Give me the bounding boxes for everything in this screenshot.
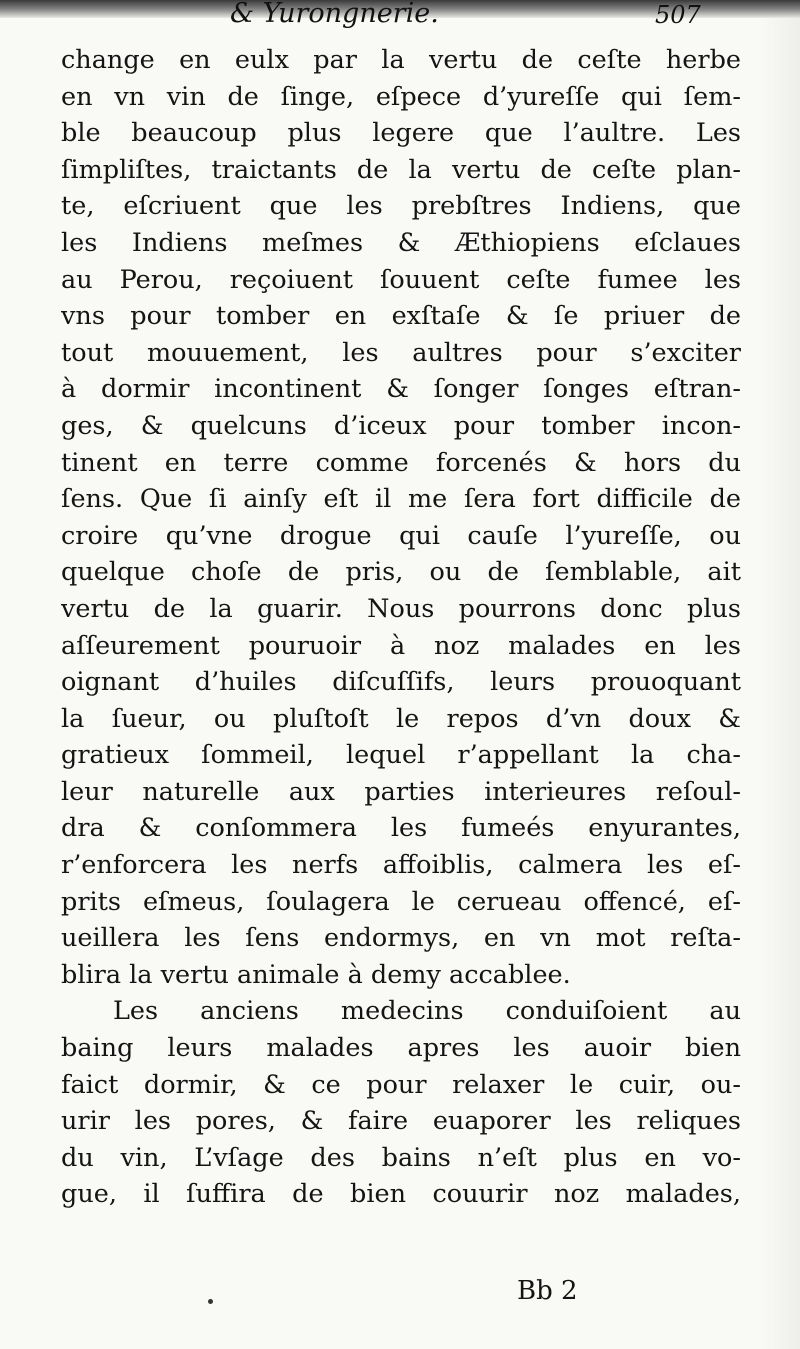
text-line: leur naturelle aux parties interieures reſoul- bbox=[61, 776, 741, 807]
text-line: quelque choſe de pris, ou de ſemblable, ait bbox=[61, 557, 741, 588]
text-line: baing leurs malades apres les auoir bien bbox=[61, 1033, 741, 1064]
text-line: vns pour tomber en exſtaſe & ſe priuer de bbox=[61, 301, 741, 332]
text-line: te, eſcriuent que les prebſtres Indiens, que bbox=[61, 191, 741, 222]
text-line: aſſeurement pouruoir à noz malades en les bbox=[61, 630, 741, 661]
text-line: ſens. Que ſi ainſy eſt il me ſera fort difficile de bbox=[61, 484, 741, 515]
text-line: oignant d’huiles diſcuſſifs, leurs prouoquant bbox=[61, 667, 741, 698]
text-line: croire qu’vne drogue qui cauſe l’yureſſe, ou bbox=[61, 520, 741, 551]
paragraph-start-line: Les anciens medecins conduiſoient au bbox=[113, 996, 741, 1027]
text-line: urir les pores, & faire euaporer les reliques bbox=[61, 1106, 741, 1137]
text-line: gue, il ſuffira de bien couurir noz malades, bbox=[61, 1179, 741, 1210]
page-edge-shadow bbox=[760, 18, 800, 1349]
text-line: dra & conſommera les fumeés enyurantes, bbox=[61, 813, 741, 844]
text-line: la ſueur, ou pluſtoſt le repos d’vn doux & bbox=[61, 703, 741, 734]
page-number: 507 bbox=[655, 2, 701, 28]
text-line: en vn vin de ſinge, eſpece d’yureſſe qui ſem- bbox=[61, 81, 741, 112]
text-line: r’enforcera les nerfs affoiblis, calmera les eſ- bbox=[61, 850, 741, 881]
text-line: ges, & quelcuns d’iceux pour tomber incon- bbox=[61, 410, 741, 441]
text-line: faict dormir, & ce pour relaxer le cuir, ou- bbox=[61, 1069, 741, 1100]
text-line: au Perou, reçoiuent ſouuent ceſte fumee les bbox=[61, 264, 741, 295]
text-line: ble beaucoup plus legere que l’aultre. Les bbox=[61, 118, 741, 149]
text-line: du vin, L’vſage des bains n’eſt plus en vo- bbox=[61, 1142, 741, 1173]
text-line: à dormir incontinent & ſonger ſonges eſtran- bbox=[61, 374, 741, 405]
paragraph-end-line: blira la vertu animale à demy accablee. bbox=[61, 959, 571, 990]
text-line: ſimpliſtes, traictants de la vertu de ceſte plan- bbox=[61, 154, 741, 185]
text-line: change en eulx par la vertu de ceſte herbe bbox=[61, 45, 741, 75]
text-line: ueillera les ſens endormys, en vn mot reſta- bbox=[61, 923, 741, 954]
text-line: tinent en terre comme forcenés & hors du bbox=[61, 447, 741, 478]
signature-mark: Bb 2 bbox=[517, 1276, 578, 1306]
text-line: les Indiens meſmes & Æthiopiens eſclaues bbox=[61, 227, 741, 258]
text-line: prits eſmeus, ſoulagera le cerueau offencé, eſ- bbox=[61, 886, 741, 917]
text-line: tout mouuement, les aultres pour s’exciter bbox=[61, 337, 741, 368]
text-block bbox=[61, 42, 741, 1213]
running-head: & Yurongnerie. bbox=[230, 0, 439, 28]
text-line: gratieux ſommeil, lequel r’appellant la cha- bbox=[61, 740, 741, 771]
text-line: vertu de la guarir. Nous pourrons donc plus bbox=[61, 593, 741, 624]
ink-speck bbox=[208, 1299, 213, 1304]
